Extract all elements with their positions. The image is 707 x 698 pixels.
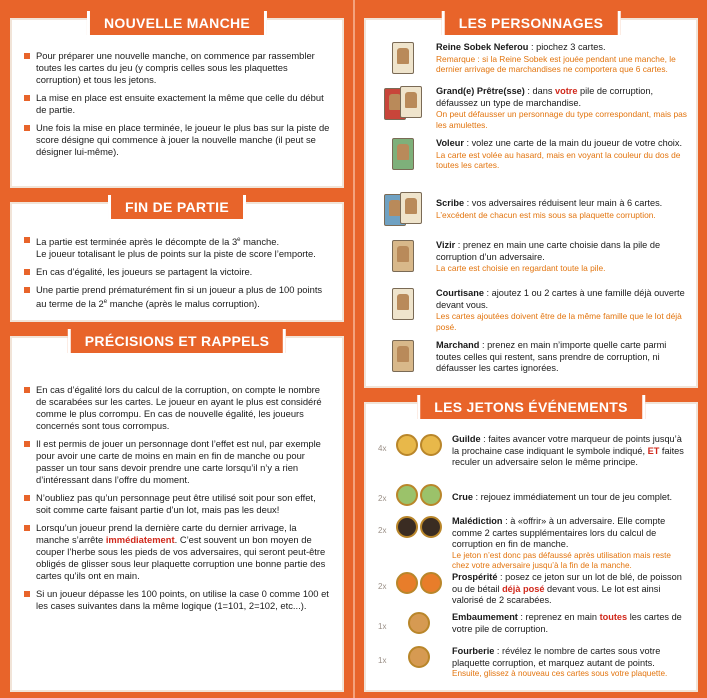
panel-title: PRÉCISIONS ET RAPPELS bbox=[68, 329, 286, 353]
list-item: Si un joueur dépasse les 100 points, on utilise la case 0 comme 100 et les cases suivantes dans la même logique (1=101, 2=102, etc...). bbox=[24, 588, 330, 612]
list-item: La partie est terminée après le décompte de la 3e manche. Le joueur totalisant le plus de points sur la piste de score l’emporte. bbox=[24, 234, 330, 260]
panel-nouvelle-manche bbox=[10, 15, 344, 188]
panel-title: FIN DE PARTIE bbox=[108, 195, 246, 219]
bullet-icon bbox=[24, 387, 30, 393]
bullet-icon bbox=[24, 125, 30, 131]
list-item: Lorsqu’un joueur prend la dernière carte du dernier arrivage, la manche s’arrête immédiatement. C’est souvent un bon moyen de couper l’herbe sous les pieds de vos adversaires, qui seront peut-être obligés de glisser sous leur plaquette corruption une bonne partie des cartes qu’ils ont en main. bbox=[24, 522, 330, 582]
bullet-icon bbox=[24, 591, 30, 597]
curse-token-icon bbox=[396, 516, 418, 538]
panel-fin-de-partie bbox=[10, 199, 344, 322]
panel-personnages: LES PERSONNAGES Reine Sobek Neferou : piochez 3 cartes. Remarque : si la Reine Sobek est jouée pendant une manche, le dernier arrivage de marchandises ne comportera que 6 cartes. Grand(e) Prêtre(sse) : dans votre pile de corruption, défaussez un type de marchandise. On peut défausser un personnage du type correspondant, mais pas les amulettes. Voleur : volez une carte de la main du joueur de votre choix. La carte est volée au hasard, mais en voyant la couleur du dos de toutes les cartes. Scribe : vos adversaires réduisent leur main à 6 cartes. L’excédent de chacun est mis sous sa plaquette corruption. Vizir : prenez en main une carte choisie dans la pile de corruption d’un adversaire. La carte est choisie en regardant toute la pile. Courtisane : ajoutez 1 ou 2 cartes à une famille déjà ouverte devant vous. Les cartes ajoutées doivent être de la même famille que le lot déjà posé. Marchand : prenez en main n’importe quelle carte parmi toutes celles qui restent, sans prendre de corruption, ni défausser les cartes ignorées. bbox=[364, 18, 698, 388]
list-item: N’oubliez pas qu’un personnage peut être utilisé soit pour son effet, soit comme carte faisant partie d’un lot, mais pas les deux! bbox=[24, 492, 330, 516]
flood-token-icon bbox=[396, 484, 418, 506]
list-item: Une partie prend prématurément fin si un joueur a plus de 100 points au terme de la 2e manche (après le malus corruption). bbox=[24, 284, 330, 310]
vizier-card-icon bbox=[392, 240, 414, 272]
list-item: Il est permis de jouer un personnage dont l’effet est nul, par exemple pour avoir une carte de moins en main en fin de manche ou pour passer un tour sans devoir prendre une carte lorsqu’il n’y a rien d’intéressant dans l’offre du moment. bbox=[24, 438, 330, 486]
trickery-token-icon bbox=[408, 646, 430, 668]
page-fold bbox=[353, 0, 355, 698]
scribe-card-icon bbox=[400, 192, 422, 224]
bullet-icon bbox=[24, 287, 30, 293]
bullet-icon bbox=[24, 237, 30, 243]
panel-title: NOUVELLE MANCHE bbox=[87, 11, 267, 35]
list-item: En cas d’égalité, les joueurs se partagent la victoire. bbox=[24, 266, 330, 278]
guild-token-icon bbox=[396, 434, 418, 456]
embalming-token-icon bbox=[408, 612, 430, 634]
priestess-card-icon bbox=[400, 86, 422, 118]
bullet-icon bbox=[24, 53, 30, 59]
bullet-icon bbox=[24, 95, 30, 101]
guild-token-icon bbox=[420, 434, 442, 456]
bullet-icon bbox=[24, 525, 30, 531]
bullet-icon bbox=[24, 269, 30, 275]
list-item: Une fois la mise en place terminée, le joueur le plus bas sur la piste de score désigne qui commence à jouer la nouvelle manche (il peut se désigner lui-même). bbox=[24, 122, 330, 158]
panel-title: LES PERSONNAGES bbox=[442, 11, 621, 35]
list-item: En cas d’égalité lors du calcul de la corruption, on compte le nombre de scarabées sur les cartes. Le joueur en ayant le plus est considéré comme le plus corrompu. En cas de nouvelle égalité, les joueurs concernés sont tous corrompus. bbox=[24, 384, 330, 432]
merchant-card-icon bbox=[392, 340, 414, 372]
flood-token-icon bbox=[420, 484, 442, 506]
queen-card-icon bbox=[392, 42, 414, 74]
courtesan-card-icon bbox=[392, 288, 414, 320]
thief-card-icon bbox=[392, 138, 414, 170]
curse-token-icon bbox=[420, 516, 442, 538]
prosperity-token-icon bbox=[420, 572, 442, 594]
bullet-icon bbox=[24, 495, 30, 501]
list-item: Pour préparer une nouvelle manche, on commence par rassembler toutes les cartes du jeu (y compris celles sous les plaquettes corruption) et tous les jetons. bbox=[24, 50, 330, 86]
list-item: La mise en place est ensuite exactement la même que celle du début de partie. bbox=[24, 92, 330, 116]
panel-jetons: LES JETONS ÉVÉNEMENTS 4x Guilde : faites avancer votre marqueur de points jusqu’à la prochaine case indiquant le symbole indiqué, ET faites reculer un adversaire selon le même principe. 2x Crue : rejouez immédiatement un tour de jeu complet. 2x Malédiction : à «offrir» à un adversaire. Elle compte comme 2 cartes supplémentaires lors du calcul de corruption en fin de manche. Le jeton n’est donc pas défaussé après utilisation mais reste chez votre adversaire jusqu’à la fin de la manche. 2x Prospérité : posez ce jeton sur un lot de blé, de poisson ou de bétail déjà posé devant vous. Le lot est ainsi valorisé de 2 scarabées. 1x Embaumement : reprenez en main toutes les cartes de votre pile de corruption. 1x Fourberie : révélez le nombre de cartes sous votre plaquette corruption, et marquez autant de points. Ensuite, glissez à nouveau ces cartes sous votre plaquette. bbox=[364, 402, 698, 692]
panel-title: LES JETONS ÉVÉNEMENTS bbox=[417, 395, 645, 419]
prosperity-token-icon bbox=[396, 572, 418, 594]
bullet-icon bbox=[24, 441, 30, 447]
panel-precisions bbox=[10, 333, 344, 692]
